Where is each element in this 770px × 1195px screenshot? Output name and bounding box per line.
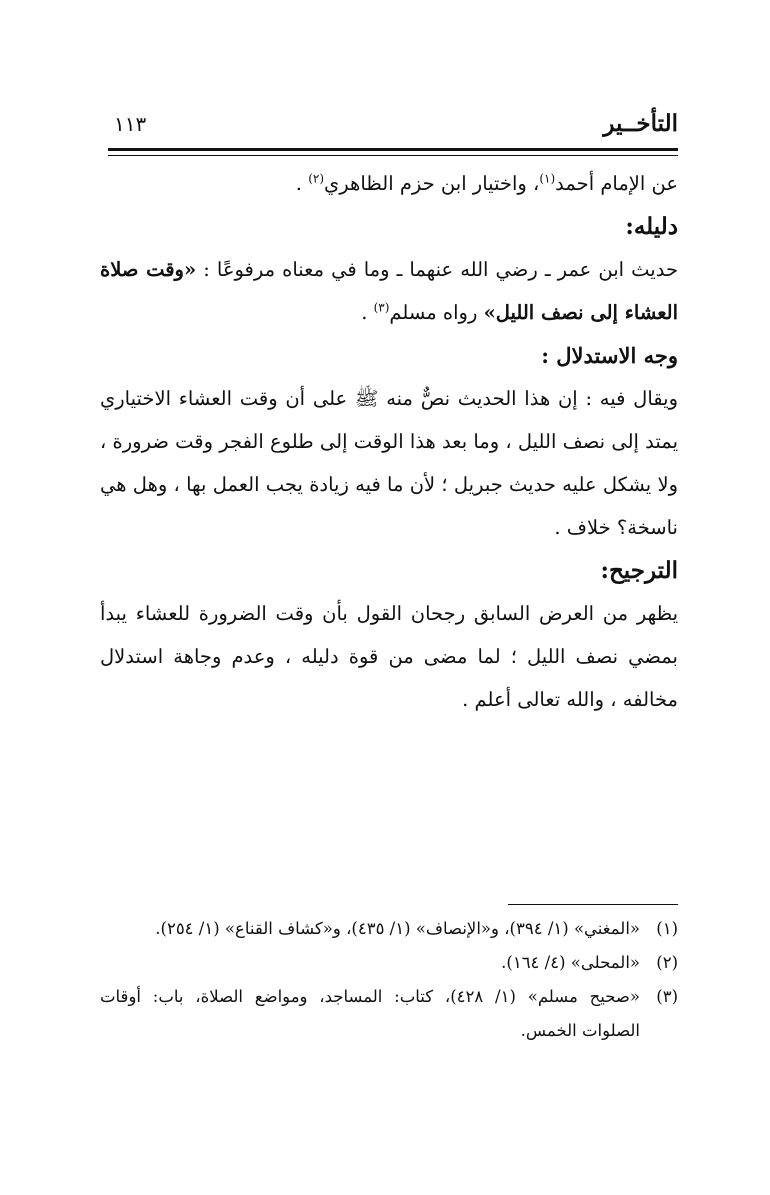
footnote-number: (٢) — [656, 953, 678, 972]
paragraph-opinions: عن الإمام أحمد$^{(١)}$، واختيار ابن حزم الظاهري$^{(٢)}$ . — [295, 171, 678, 195]
footnote-ref-3: (٣) — [373, 300, 390, 315]
page-header — [108, 108, 678, 142]
footnote-number: (١) — [656, 919, 678, 938]
footnote-3 — [100, 980, 678, 1048]
header-rule-thick — [108, 148, 678, 151]
main-text — [100, 162, 678, 721]
heading-inference: وجه الاستدلال : — [541, 343, 678, 368]
header-rule-thin — [108, 155, 678, 156]
footnote-2 — [100, 946, 678, 980]
footnote-text: «صحيح مسلم» (١/ ٤٢٨)، كتاب: المساجد، ومواضع الصلاة، باب: أوقات الصلوات الخمس. — [100, 987, 640, 1040]
paragraph-preference: يظهر من العرض السابق رجحان القول بأن وقت الضرورة للعشاء يبدأ بمضي نصف الليل ؛ لما مضى من قوة دليله ، وعدم وجاهة استدلال مخالفه ، والله تعالى أعلم . — [100, 602, 678, 711]
paragraph-hadith: حديث ابن عمر ـ رضي الله عنهما ـ وما في معناه مرفوعًا : «وقت صلاة العشاء إلى نصف الليل» رواه مسلم$^{(٣)}$ . — [100, 258, 678, 324]
footnote-text: «المحلى» (٤/ ١٦٤). — [501, 953, 640, 972]
footnote-1 — [100, 912, 678, 946]
hadith-quote: «وقت صلاة العشاء إلى نصف الليل» — [100, 258, 678, 324]
footnote-text: «المغني» (١/ ٣٩٤)، و«الإنصاف» (١/ ٤٣٥)، و«كشاف القناع» (١/ ٢٥٤). — [155, 919, 640, 938]
running-title: التأخــير — [603, 110, 678, 137]
paragraph-inference: ويقال فيه : إن هذا الحديث نصٌّ منه ﷺ على أن وقت العشاء الاختياري يمتد إلى نصف الليل ، وما بعد هذا الوقت إلى طلوع الفجر وقت ضرورة ، ولا يشكل عليه حديث جبريل ؛ لأن ما فيه زيادة يجب العمل بها ، وهل هي ناسخة؟ خلاف . — [100, 387, 678, 539]
footnote-ref-1: (١) — [539, 171, 556, 186]
footnotes — [100, 912, 678, 1048]
heading-evidence: دليله: — [625, 213, 678, 240]
heading-preference: الترجيح: — [600, 557, 678, 584]
footnote-ref-2: (٢) — [308, 171, 325, 186]
footnote-separator — [508, 904, 678, 905]
page-number: ١١٣ — [114, 112, 147, 136]
footnote-number: (٣) — [656, 987, 678, 1006]
